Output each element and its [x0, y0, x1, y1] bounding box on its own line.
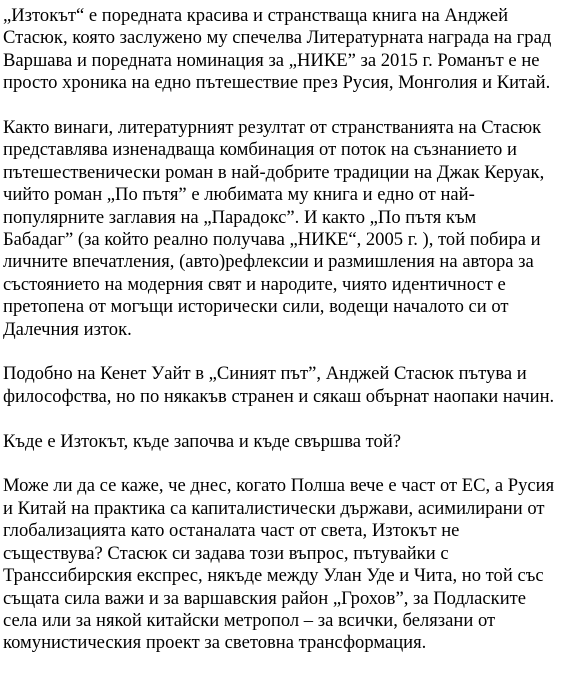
document-body: [3, 5, 577, 677]
text-line: Бабадаг” (за който реално получава „НИКЕ“, 2005 г. ), той побира и: [3, 229, 541, 251]
paragraph-east-exists: [3, 475, 577, 654]
text-line: Транссибирския експрес, някъде между Улан Уде и Чита, но той със: [3, 565, 544, 587]
text-line: и Китай на практика са капиталистически държави, асимилирани от: [3, 497, 545, 519]
paragraph-kenneth-white: [3, 363, 577, 408]
text-line: съществува? Стасюк си задава този въпрос, пътувайки с: [3, 542, 449, 564]
text-line: личните впечатления, (авто)рефлексии и размишления на автора за: [3, 251, 534, 273]
paragraph-intro: [3, 5, 577, 95]
text-line: философства, но по някакъв странен и сякаш обърнат наопаки начин.: [3, 385, 555, 407]
text-line: Може ли да се каже, че днес, когато Полша вече е част от ЕС, а Русия: [3, 475, 555, 497]
text-line: Както винаги, литературният резултат от странстванията на Стасюк: [3, 117, 542, 139]
text-line: чийто роман „По пътя” е любимата му книга и едно от най-: [3, 184, 475, 206]
text-line: „Изтокът“ е поредната красива и странстваща книга на Анджей: [3, 5, 509, 26]
text-line: Къде е Изтокът, къде започва и къде свършва той?: [3, 430, 402, 452]
text-line: представлява изненадваща комбинация от поток на съзнанието и: [3, 139, 517, 161]
text-line: Варшава и поредната номинация за „НИКЕ” за 2015 г. Романът е не: [3, 49, 540, 71]
paragraph-question: [3, 431, 577, 453]
text-line: състоянието на модерния свят и народите, чиято идентичност е: [3, 273, 506, 295]
text-line: Подобно на Кенет Уайт в „Синият път”, Анджей Стасюк пътува и: [3, 363, 527, 385]
text-line: Стасюк, която заслужено му спечелва Литературната награда на град: [3, 27, 552, 49]
text-line: популярните заглавия на „Парадокс”. И както „По пътя към: [3, 206, 477, 228]
text-line: Далечния изток.: [3, 318, 132, 340]
text-line: комунистическия проект за световна трансформация.: [3, 632, 427, 654]
text-line: претопена от могъщи исторически сили, водещи началото си от: [3, 296, 509, 318]
text-line: същата сила важи и за варшавския район „Грохов”, за Подласките: [3, 587, 527, 609]
text-line: села или за някой китайски метропол – за всички, белязани от: [3, 609, 496, 631]
text-line: глобализацията като останалата част от света, Изтокът не: [3, 520, 460, 542]
text-line: пътешественически роман в най-добрите традиции на Джак Керуак,: [3, 161, 545, 183]
text-line: просто хроника на едно пътешествие през Русия, Монголия и Китай.: [3, 72, 551, 94]
paragraph-literary-result: [3, 117, 577, 341]
